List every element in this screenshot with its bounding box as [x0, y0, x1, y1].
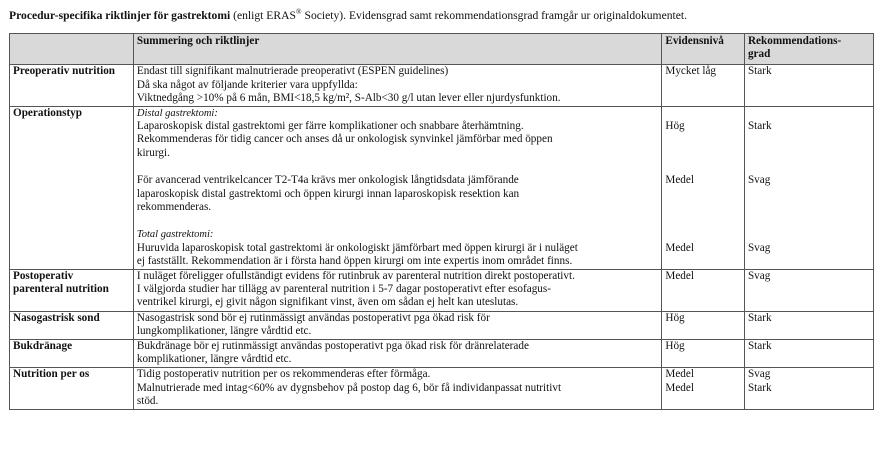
- summary-line: Laparoskopisk distal gastrektomi ger färre komplikationer och snabbare återhämtning.: [136, 120, 524, 133]
- summary-line: ventrikel kirurgi, ej givit någon signifikant vinst, även om sådan ej helt kan uteslutas.: [136, 296, 519, 309]
- table-row: [10, 368, 874, 410]
- row-summary-naso: [133, 311, 662, 339]
- summary-line: ej fastställt. Rekommendation är i första hand öppen kirurgi om inte expertis inom området finns.: [136, 254, 573, 267]
- row-label-postop: [10, 270, 134, 312]
- subheading-total: Total gastrektomi:: [136, 229, 214, 241]
- evidence-distal-early: Hög: [665, 120, 685, 133]
- row-label-nutr: Nutrition per os: [10, 368, 134, 410]
- summary-line: Viktnedgång >10% på 6 mån, BMI<18,5 kg/m², S-Alb<30 g/l utan lever eller njurdysfunktion.: [136, 91, 561, 104]
- caption-title: Procedur-specifika riktlinjer för gastrektomi: [9, 9, 231, 22]
- header-summary: Summering och riktlinjer: [133, 34, 662, 65]
- row-evidence-preop: Mycket låg: [662, 65, 745, 107]
- caption-text-2: Society). Evidensgrad samt rekommendationsgrad framgår ur originaldokumentet.: [301, 9, 688, 22]
- grade-distal-early: Stark: [747, 120, 772, 133]
- registered-mark: ®: [295, 7, 302, 16]
- evidence-total: Medel: [665, 241, 694, 254]
- guidelines-table: [9, 33, 874, 410]
- row-grade-preop: Stark: [744, 65, 873, 107]
- table-row: [10, 65, 874, 107]
- row-evidence-optype: [662, 107, 745, 270]
- header-topic: [10, 34, 134, 65]
- summary-line: komplikationer, längre vårdtid etc.: [136, 353, 292, 366]
- evidence-nutr-1: Medel: [665, 368, 694, 381]
- summary-line: rekommenderas.: [136, 200, 212, 213]
- row-evidence-postop: Medel: [662, 270, 745, 312]
- grade-total: Svag: [747, 241, 771, 254]
- grade-distal-advanced: Svag: [747, 174, 771, 187]
- header-recommendation-line2: grad: [747, 48, 771, 61]
- row-label-buk: Bukdränage: [10, 340, 134, 368]
- summary-line: stöd.: [136, 394, 159, 407]
- table-row: [10, 311, 874, 339]
- row-evidence-nutr: [662, 368, 745, 410]
- row-label-postop-line1: Postoperativ: [13, 270, 74, 283]
- row-label-optype: Operationstyp: [10, 107, 134, 270]
- evidence-nutr-2: Medel: [665, 381, 694, 394]
- row-summary-preop: [133, 65, 662, 107]
- summary-line: Huruvida laparoskopisk total gastrektomi är onkologiskt jämförbart med öppen kirurgi är i nuläget: [136, 241, 578, 254]
- row-summary-postop: [133, 270, 662, 312]
- summary-line: I välgjorda studier har tillägg av parenteral nutrition i 5-7 dagar postoperativt efter esofagus-: [136, 283, 551, 296]
- row-evidence-buk: Hög: [662, 340, 745, 368]
- row-grade-postop: Svag: [744, 270, 873, 312]
- table-row: [10, 340, 874, 368]
- summary-line: Bukdränage bör ej rutinmässigt användas postoperativt pga ökad risk för dränrelaterade: [136, 340, 529, 353]
- summary-line: I nuläget föreligger ofullständigt evidens för rutinbruk av parenteral nutrition direkt postoperativt.: [136, 270, 575, 283]
- summary-line: Då ska något av följande kriterier vara uppfyllda:: [136, 78, 358, 91]
- table-header-row: [10, 34, 874, 65]
- summary-line: Endast till signifikant malnutrierade preoperativt (ESPEN guidelines): [136, 65, 449, 78]
- evidence-distal-advanced: Medel: [665, 174, 694, 187]
- row-summary-optype: [133, 107, 662, 270]
- row-label-postop-line2: parenteral nutrition: [13, 283, 109, 296]
- row-evidence-naso: Hög: [662, 311, 745, 339]
- summary-line: Nasogastrisk sond bör ej rutinmässigt användas postoperativt pga ökad risk för: [136, 311, 490, 324]
- row-summary-buk: [133, 340, 662, 368]
- row-label-preop: Preoperativ nutrition: [10, 65, 134, 107]
- row-label-naso: Nasogastrisk sond: [10, 311, 134, 339]
- row-grade-nutr: [744, 368, 873, 410]
- caption-text-1: (enligt ERAS: [230, 9, 296, 22]
- table-row: [10, 107, 874, 270]
- summary-line: Rekommenderas för tidig cancer och anses då ur onkologisk synvinkel jämförbar med öppen: [136, 133, 553, 146]
- header-recommendation: [744, 34, 873, 65]
- summary-line: lungkomplikationer, längre vårdtid etc.: [136, 324, 312, 337]
- summary-line: kirurgi.: [136, 146, 170, 159]
- summary-line: laparoskopisk distal gastrektomi och öppen kirurgi innan laparoskopisk resektion kan: [136, 187, 520, 200]
- grade-nutr-2: Stark: [747, 381, 772, 394]
- summary-line: Tidig postoperativ nutrition per os rekommenderas efter förmåga.: [136, 368, 431, 381]
- row-grade-optype: [744, 107, 873, 270]
- summary-line: För avancerad ventrikelcancer T2-T4a krävs mer onkologisk långtidsdata jämförande: [136, 174, 519, 187]
- table-caption: [9, 4, 874, 23]
- row-summary-nutr: [133, 368, 662, 410]
- row-grade-naso: Stark: [744, 311, 873, 339]
- table-row: [10, 270, 874, 312]
- subheading-distal: Distal gastrektomi:: [136, 108, 218, 120]
- header-recommendation-line1: Rekommendations-: [747, 35, 842, 47]
- summary-line: Malnutrierade med intag<60% av dygnsbehov på postop dag 6, bör få individanpassat nutritivt: [136, 381, 562, 394]
- row-grade-buk: Stark: [744, 340, 873, 368]
- grade-nutr-1: Svag: [747, 368, 771, 381]
- header-evidence: Evidensnivå: [662, 34, 745, 65]
